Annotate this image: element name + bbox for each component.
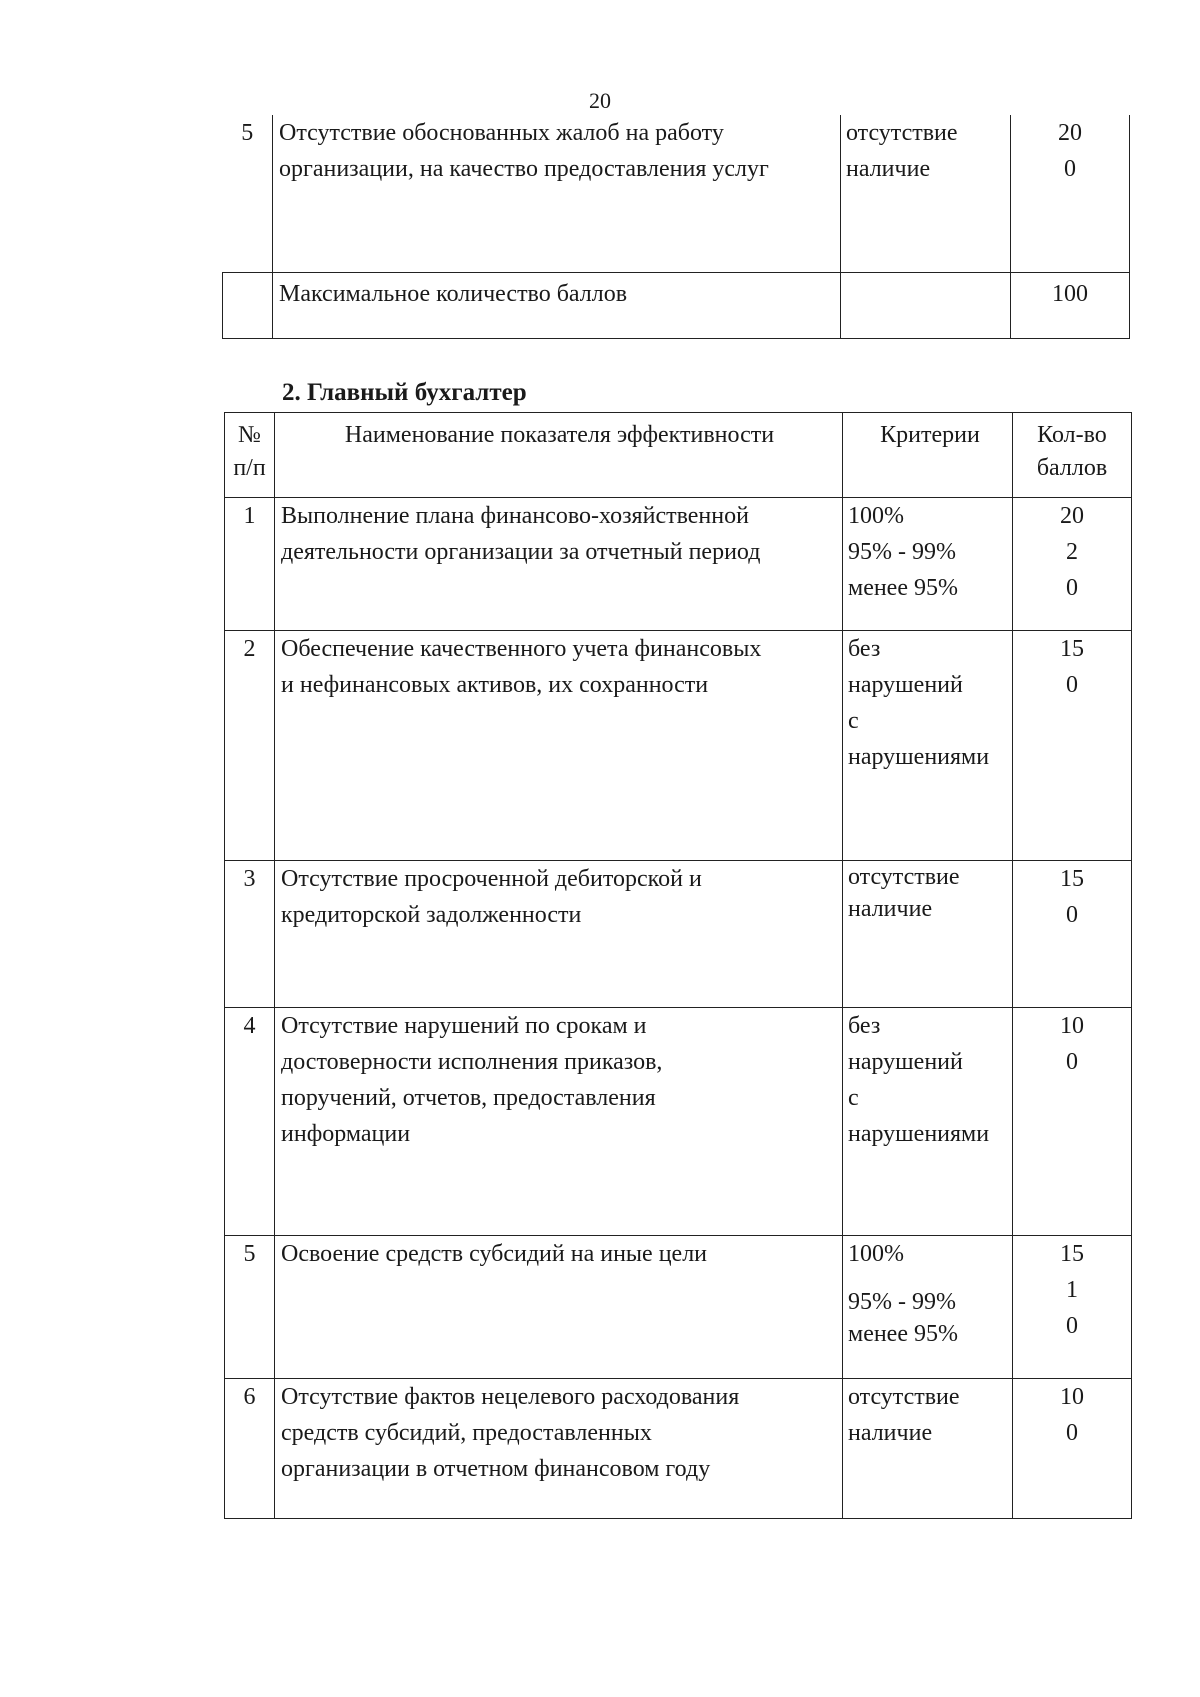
chief-accountant-table [224,412,1132,1519]
table-row [225,1008,1132,1236]
criteria: без нарушений с нарушениями [843,1008,1013,1236]
points: 10 0 [1013,1379,1132,1519]
row-number: 6 [225,1379,275,1519]
table-row [223,115,1130,272]
indicator-name: Отсутствие фактов нецелевого расходования средств субсидий, предоставленных организации в отчетном финансовом году [275,1379,843,1519]
points: 20 2 0 [1013,498,1132,631]
table-row [225,1236,1132,1379]
row-number: 3 [225,861,275,1008]
header-row [225,413,1132,498]
criteria: отсутствие наличие [843,1379,1013,1519]
points: 10 0 [1013,1008,1132,1236]
row-number: 5 [225,1236,275,1379]
header-criteria: Критерии [843,413,1013,498]
points: 15 0 [1013,861,1132,1008]
row-number: 5 [223,115,273,272]
points: 15 0 [1013,631,1132,861]
criteria [841,272,1011,338]
table-row [225,498,1132,631]
section-heading: 2. Главный бухгалтер [282,379,527,406]
continuation-table [222,115,1130,339]
header-points: Кол-во баллов [1013,413,1132,498]
header-number: № п/п [225,413,275,498]
criteria: 100% 95% - 99% менее 95% [843,1236,1013,1379]
row-number: 1 [225,498,275,631]
row-number [223,272,273,338]
criteria: отсутствие наличие [843,861,1013,1008]
indicator-name: Освоение средств субсидий на иные цели [275,1236,843,1379]
row-number: 2 [225,631,275,861]
indicator-name: Обеспечение качественного учета финансовых и нефинансовых активов, их сохранности [275,631,843,861]
indicator-name: Отсутствие нарушений по срокам и достоверности исполнения приказов, поручений, отчетов, предоставления информации [275,1008,843,1236]
page-number: 20 [589,88,611,113]
indicator-name: Отсутствие обоснованных жалоб на работу организации, на качество предоставления услуг [273,115,841,272]
criteria: 100% 95% - 99% менее 95% [843,498,1013,631]
indicator-name: Отсутствие просроченной дебиторской и кредиторской задолженности [275,861,843,1008]
total-points: 100 [1011,272,1130,338]
criteria: отсутствие наличие [841,115,1011,272]
indicator-name: Выполнение плана финансово-хозяйственной деятельности организации за отчетный период [275,498,843,631]
points: 20 0 [1011,115,1130,272]
criteria: без нарушений с нарушениями [843,631,1013,861]
header-name: Наименование показателя эффективности [275,413,843,498]
points: 15 1 0 [1013,1236,1132,1379]
table-row [225,861,1132,1008]
row-number: 4 [225,1008,275,1236]
total-row [223,272,1130,338]
total-label: Максимальное количество баллов [273,272,841,338]
table-row [225,631,1132,861]
table-row [225,1379,1132,1519]
